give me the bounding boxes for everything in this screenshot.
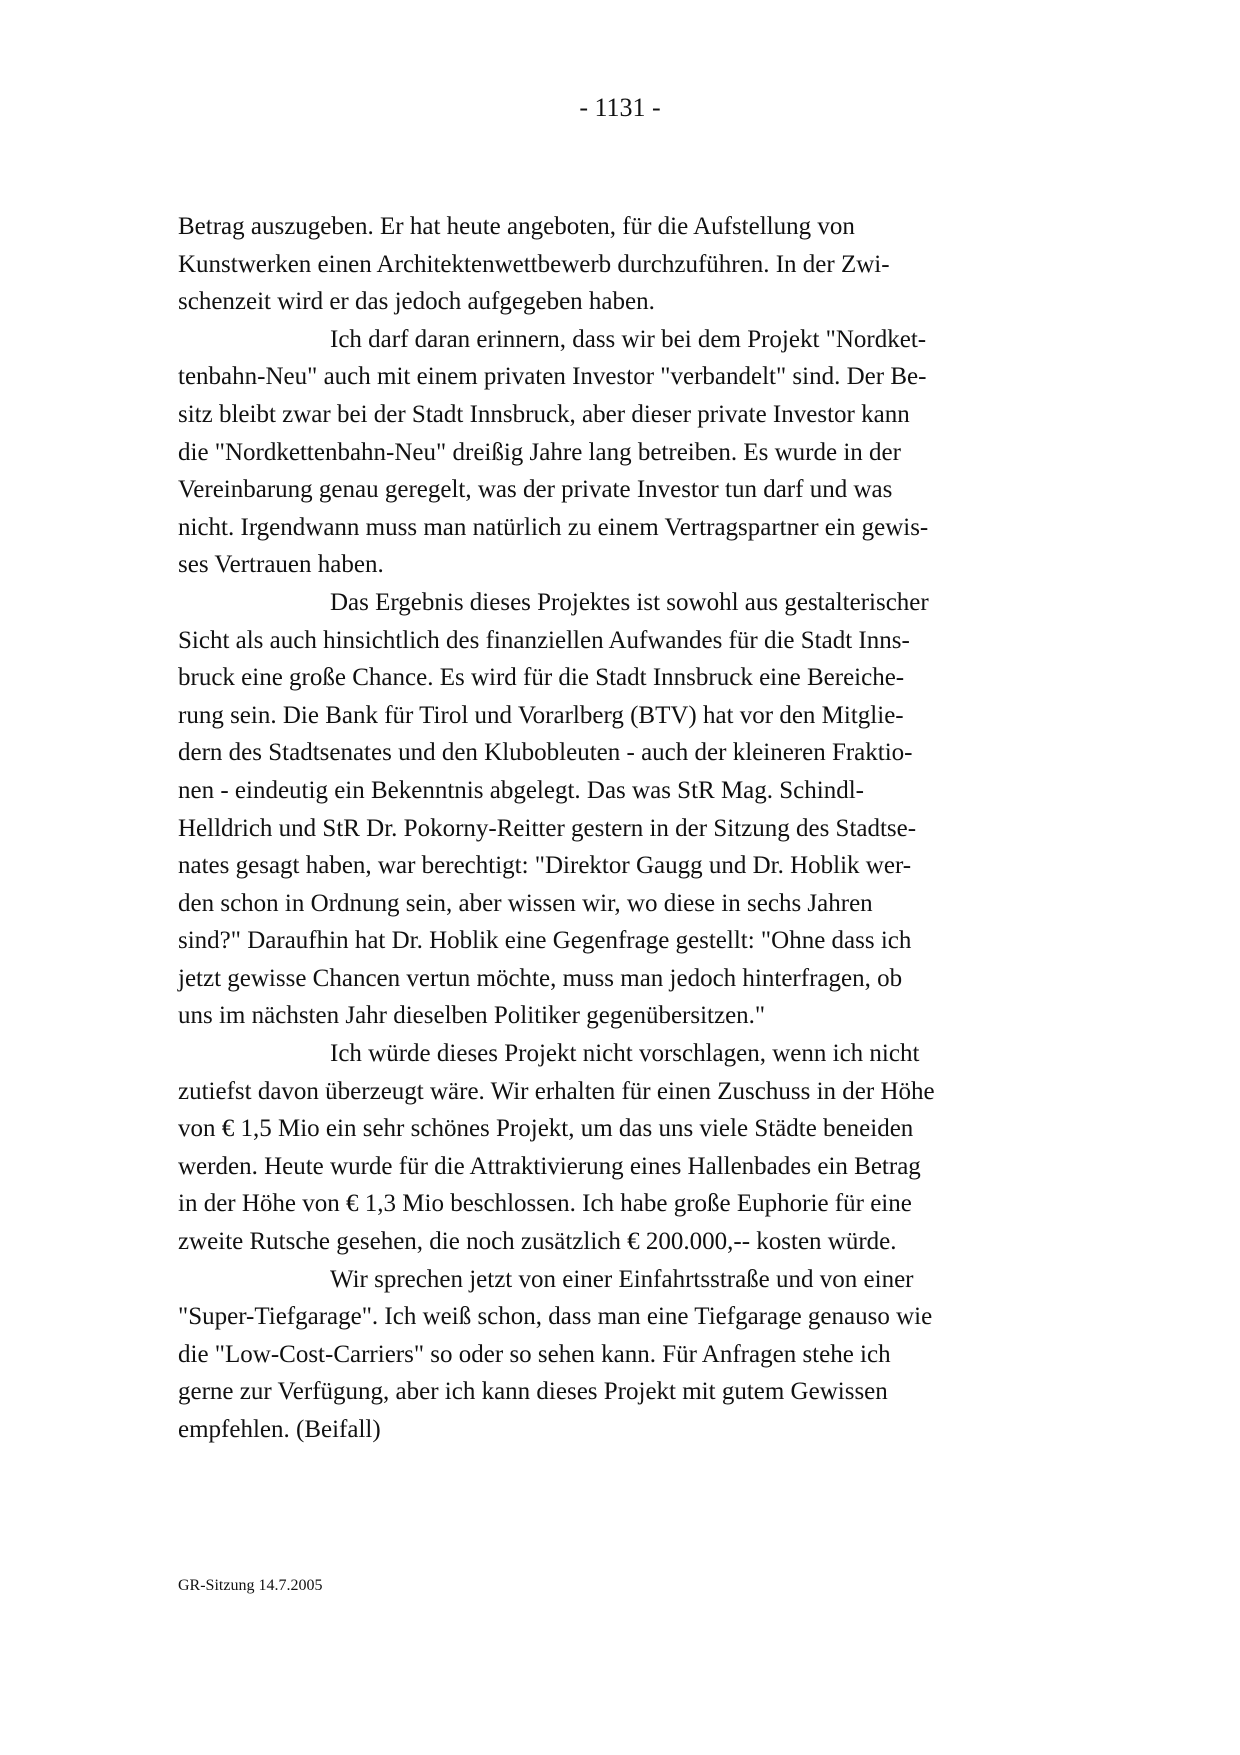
text-line: zutiefst davon überzeugt wäre. Wir erhalten für einen Zuschuss in der Höhe: [178, 1077, 935, 1105]
text-line: Sicht als auch hinsichtlich des finanziellen Aufwandes für die Stadt Inns-: [178, 626, 910, 654]
text-line: rung sein. Die Bank für Tirol und Vorarlberg (BTV) hat vor den Mitglie-: [178, 701, 904, 729]
text-line: "Super-Tiefgarage". Ich weiß schon, dass man eine Tiefgarage genauso wie: [178, 1303, 933, 1331]
text-line: gerne zur Verfügung, aber ich kann dieses Projekt mit gutem Gewissen: [178, 1378, 888, 1406]
paragraph-start-line: Ich darf daran erinnern, dass wir bei dem Projekt "Nordket-: [330, 325, 927, 353]
text-line: tenbahn-Neu" auch mit einem privaten Investor "verbandelt" sind. Der Be-: [178, 363, 927, 391]
footer-session-date: GR-Sitzung 14.7.2005: [178, 1577, 323, 1594]
text-line: nen - eindeutig ein Bekenntnis abgelegt. Das was StR Mag. Schindl-: [178, 776, 864, 804]
text-line: ses Vertrauen haben.: [178, 551, 384, 579]
text-line: Betrag auszugeben. Er hat heute angeboten, für die Aufstellung von: [178, 213, 855, 240]
text-line: empfehlen. (Beifall): [178, 1416, 381, 1443]
text-line: von € 1,5 Mio ein sehr schönes Projekt, um das uns viele Städte beneiden: [178, 1115, 914, 1143]
text-line: in der Höhe von € 1,3 Mio beschlossen. Ich habe große Euphorie für eine: [178, 1190, 912, 1218]
document-body: [178, 208, 1078, 1449]
text-line: die "Low-Cost-Carriers" so oder so sehen kann. Für Anfragen stehe ich: [178, 1340, 891, 1368]
text-line: zweite Rutsche gesehen, die noch zusätzlich € 200.000,-- kosten würde.: [178, 1228, 897, 1256]
text-line: die "Nordkettenbahn-Neu" dreißig Jahre lang betreiben. Es wurde in der: [178, 438, 901, 466]
text-line: werden. Heute wurde für die Attraktivierung eines Hallenbades ein Betrag: [178, 1152, 921, 1180]
text-line: dern des Stadtsenates und den Klubobleuten - auch der kleineren Fraktio-: [178, 739, 913, 767]
text-line: den schon in Ordnung sein, aber wissen wir, wo diese in sechs Jahren: [178, 889, 873, 917]
page-number: - 1131 -: [579, 93, 661, 122]
text-line: uns im nächsten Jahr dieselben Politiker gegenübersitzen.": [178, 1002, 766, 1030]
text-line: nates gesagt haben, war berechtigt: "Direktor Gaugg und Dr. Hoblik wer-: [178, 852, 912, 880]
text-line: Vereinbarung genau geregelt, was der private Investor tun darf und was: [178, 476, 893, 504]
text-line: Kunstwerken einen Architektenwettbewerb durchzuführen. In der Zwi-: [178, 250, 890, 278]
paragraph-start-line: Das Ergebnis dieses Projektes ist sowohl aus gestalterischer: [330, 588, 929, 616]
text-line: Helldrich und StR Dr. Pokorny-Reitter gestern in der Sitzung des Stadtse-: [178, 814, 917, 842]
text-line: sind?" Daraufhin hat Dr. Hoblik eine Gegenfrage gestellt: "Ohne dass ich: [178, 927, 912, 955]
text-line: schenzeit wird er das jedoch aufgegeben haben.: [178, 288, 655, 316]
paragraph-start-line: Ich würde dieses Projekt nicht vorschlagen, wenn ich nicht: [330, 1040, 920, 1068]
text-line: sitz bleibt zwar bei der Stadt Innsbruck, aber dieser private Investor kann: [178, 400, 910, 428]
paragraph-start-line: Wir sprechen jetzt von einer Einfahrtsstraße und von einer: [330, 1265, 914, 1293]
text-line: jetzt gewisse Chancen vertun möchte, muss man jedoch hinterfragen, ob: [178, 964, 903, 992]
text-line: nicht. Irgendwann muss man natürlich zu einem Vertragspartner ein gewis-: [178, 513, 929, 541]
text-line: bruck eine große Chance. Es wird für die Stadt Innsbruck eine Bereiche-: [178, 664, 905, 692]
